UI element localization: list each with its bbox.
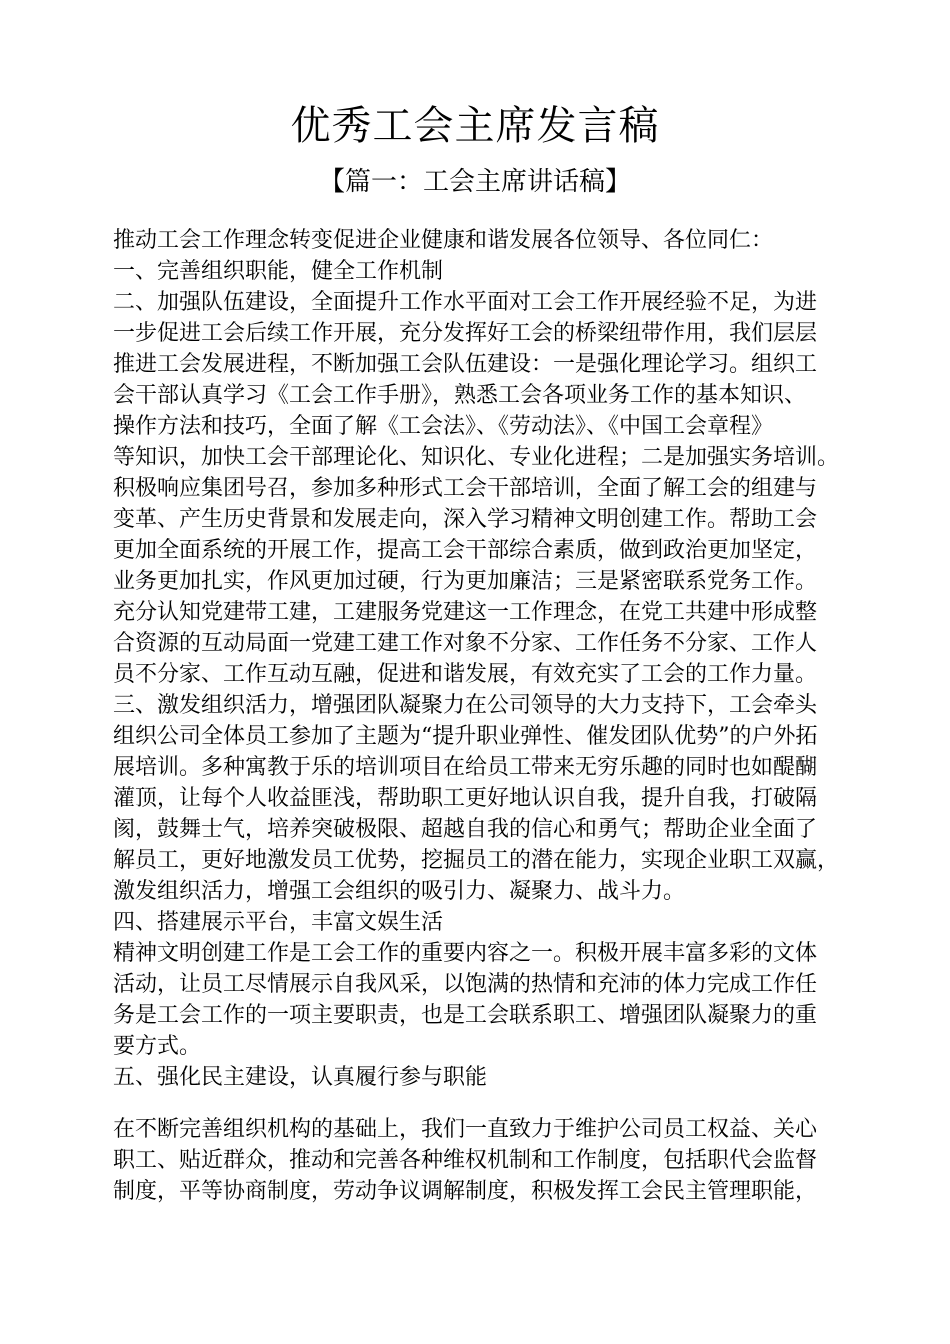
body-line: 职工、贴近群众，推动和完善各种维权机制和工作制度，包括职代会监督	[113, 1148, 818, 1173]
body-line: 等知识，加快工会干部理论化、知识化、专业化进程；二是加强实务培训。	[113, 445, 840, 470]
body-line: 二、加强队伍建设，全面提升工作水平面对工会工作开展经验不足，为进	[113, 290, 818, 315]
body-line: 阂，鼓舞士气，培养突破极限、超越自我的信心和勇气；帮助企业全面了	[113, 817, 818, 842]
body-line: 务是工会工作的一项主要职责，也是工会联系职工、增强团队凝聚力的重	[113, 1003, 818, 1028]
body-line: 推动工会工作理念转变促进企业健康和谐发展各位领导、各位同仁：	[113, 228, 774, 253]
body-line: 变革、产生历史背景和发展走向，深入学习精神文明创建工作。帮助工会	[113, 507, 818, 532]
body-line: 更加全面系统的开展工作，提高工会干部综合素质，做到政治更加坚定，	[113, 538, 818, 563]
body-line: 推进工会发展进程，不断加强工会队伍建设：一是强化理论学习。组织工	[113, 352, 818, 377]
body-line: 制度，平等协商制度，劳动争议调解制度，积极发挥工会民主管理职能，	[113, 1179, 818, 1204]
body-line: 展培训。多种寓教于乐的培训项目在给员工带来无穷乐趣的同时也如醍醐	[113, 755, 818, 780]
body-line: 业务更加扎实，作风更加过硬，行为更加廉洁；三是紧密联系党务工作。	[113, 569, 818, 594]
body-line: 会干部认真学习《工会工作手册》，熟悉工会各项业务工作的基本知识、	[113, 383, 807, 408]
body-line: 激发组织活力，增强工会组织的吸引力、凝聚力、战斗力。	[113, 879, 686, 904]
body-line: 解员工，更好地激发员工优势，挖掘员工的潜在能力，实现企业职工双赢，	[113, 848, 840, 873]
page-title: 优秀工会主席发言稿	[290, 103, 660, 149]
body-line: 积极响应集团号召，参加多种形式工会干部培训，全面了解工会的组建与	[113, 476, 818, 501]
body-line: 操作方法和技巧，全面了解《工会法》、《劳动法》、《中国工会章程》	[113, 414, 774, 439]
body-line: 灌顶，让每个人收益匪浅，帮助职工更好地认识自我，提升自我，打破隔	[113, 786, 818, 811]
body-line: 一步促进工会后续工作开展，充分发挥好工会的桥梁纽带作用，我们层层	[113, 321, 818, 346]
body-line: 活动，让员工尽情展示自我风采，以饱满的热情和充沛的体力完成工作任	[113, 972, 818, 997]
page-subtitle: 【篇一：工会主席讲话稿】	[318, 167, 631, 197]
body-line: 三、激发组织活力，增强团队凝聚力在公司领导的大力支持下，工会牵头	[113, 693, 818, 718]
body-line: 组织公司全体员工参加了主题为“提升职业弹性、催发团队优势”的户外拓	[113, 724, 818, 749]
section-heading: 五、强化民主建设，认真履行参与职能	[113, 1065, 488, 1090]
body-line: 精神文明创建工作是工会工作的重要内容之一。积极开展丰富多彩的文体	[113, 941, 818, 966]
body-line: 要方式。	[113, 1034, 202, 1059]
body-line: 合资源的互动局面一党建工建工作对象不分家、工作任务不分家、工作人	[113, 631, 818, 656]
body-line: 在不断完善组织机构的基础上，我们一直致力于维护公司员工权益、关心	[113, 1117, 818, 1142]
section-heading: 四、搭建展示平台，丰富文娱生活	[113, 910, 444, 935]
body-line: 员不分家、工作互动互融，促进和谐发展，有效充实了工会的工作力量。	[113, 662, 818, 687]
section-heading: 一、完善组织职能，健全工作机制	[113, 259, 444, 284]
body-line: 充分认知党建带工建，工建服务党建这一工作理念，在党工共建中形成整	[113, 600, 818, 625]
